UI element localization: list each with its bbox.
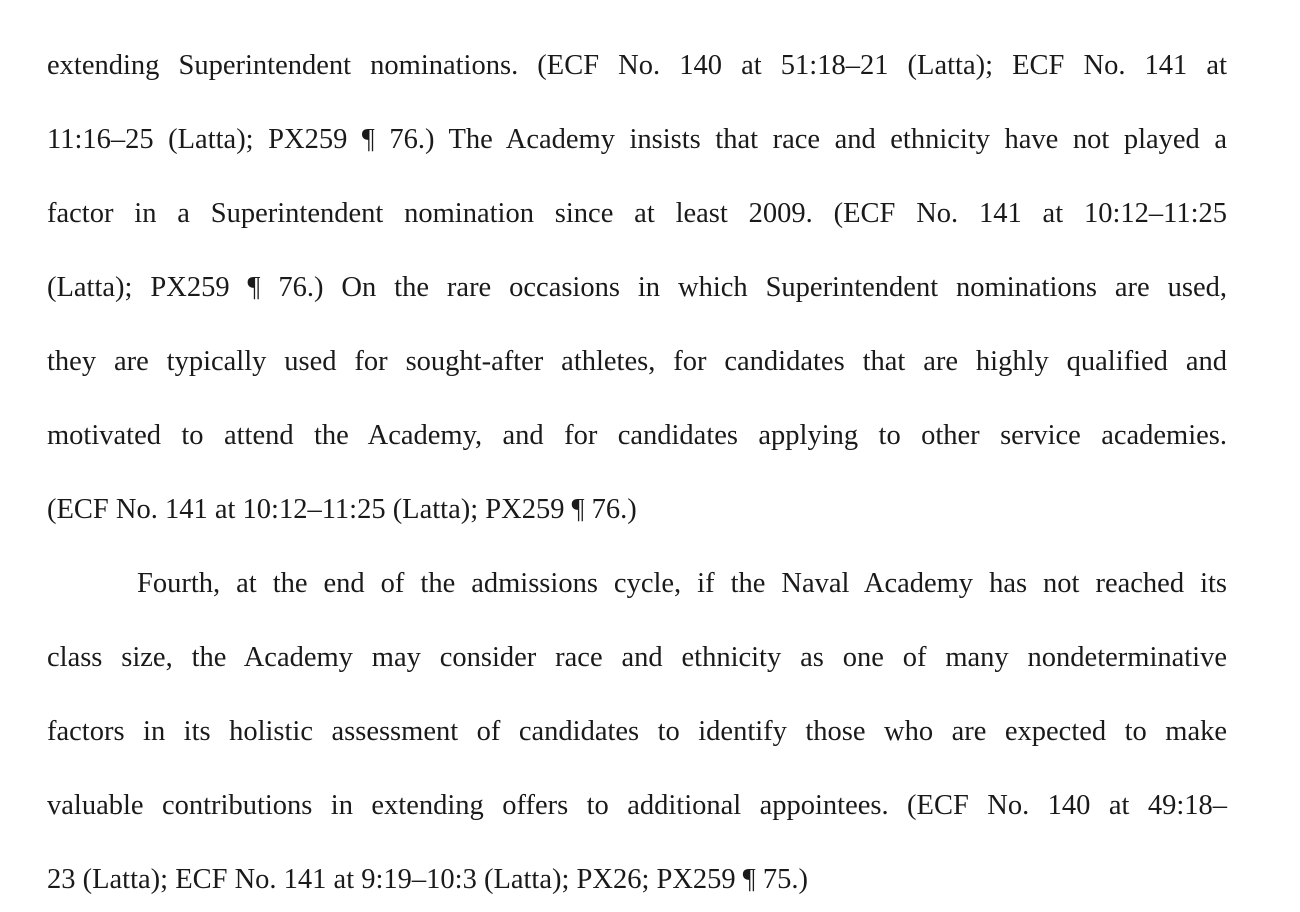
text-line: valuable contributions in extending offers to additional appointees. (ECF No. 140 at 49:18– [47, 790, 1227, 821]
text-line: (Latta); PX259 ¶ 76.) On the rare occasions in which Superintendent nominations are used, [47, 272, 1227, 303]
text-line: (ECF No. 141 at 10:12–11:25 (Latta); PX259 ¶ 76.) [47, 494, 637, 525]
text-line: Fourth, at the end of the admissions cycle, if the Naval Academy has not reached its [137, 568, 1227, 599]
text-line: class size, the Academy may consider race and ethnicity as one of many nondeterminative [47, 642, 1227, 673]
text-line: they are typically used for sought-after athletes, for candidates that are highly qualified and [47, 346, 1227, 377]
text-line: 11:16–25 (Latta); PX259 ¶ 76.) The Academy insists that race and ethnicity have not played a [47, 124, 1227, 155]
text-line: factors in its holistic assessment of candidates to identify those who are expected to make [47, 716, 1227, 747]
text-line: extending Superintendent nominations. (ECF No. 140 at 51:18–21 (Latta); ECF No. 141 at [47, 50, 1227, 81]
text-line: motivated to attend the Academy, and for candidates applying to other service academies. [47, 420, 1227, 451]
text-line: 23 (Latta); ECF No. 141 at 9:19–10:3 (Latta); PX26; PX259 ¶ 75.) [47, 864, 808, 895]
text-line: factor in a Superintendent nomination since at least 2009. (ECF No. 141 at 10:12–11:25 [47, 198, 1227, 229]
